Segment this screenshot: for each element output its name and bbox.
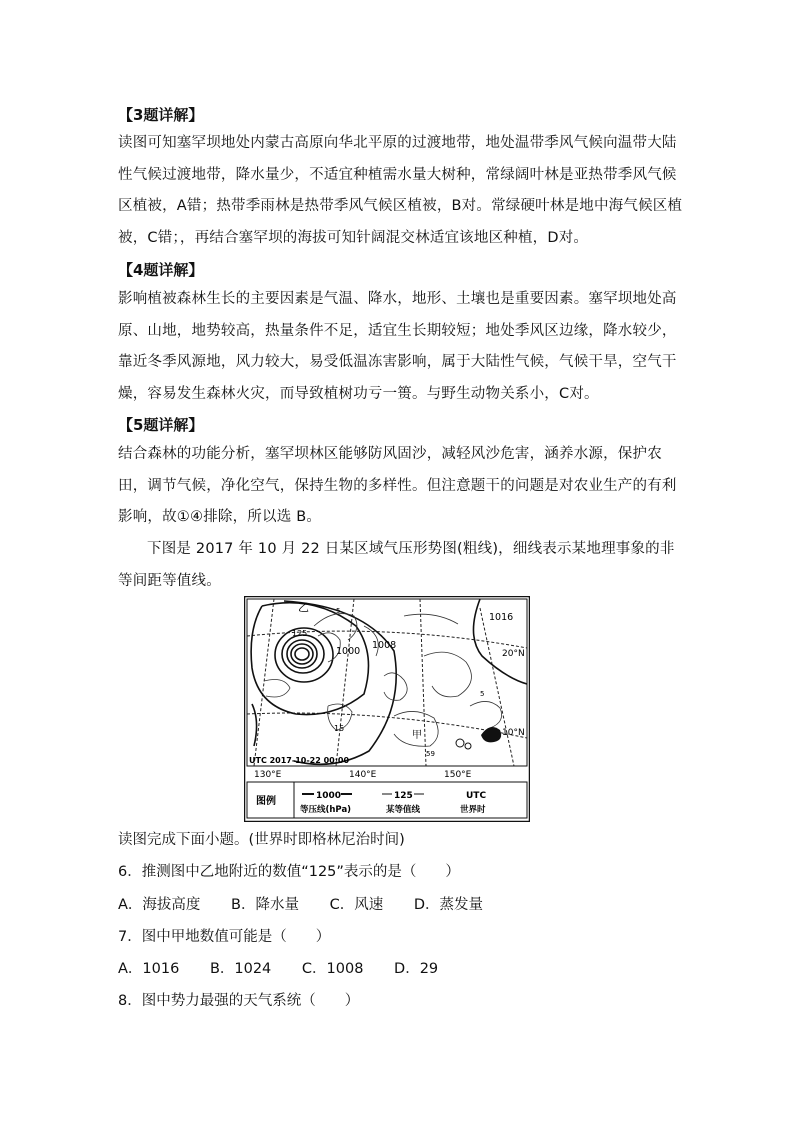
q4-heading: 【4题详解】: [118, 261, 204, 279]
contour-15-label: 15: [334, 724, 345, 733]
q5-explanation: 结合森林的功能分析，塞罕坝林区能够防风固沙，减轻风沙危害，涵养水源，保护农田，调节气候，净化空气，保持生物的多样性。但注意题干的问题是对农业生产的有利影响，故①④排除，所以选 B。: [118, 446, 677, 525]
legend-isobar-caption: 等压线(hPa): [300, 805, 352, 815]
utc-timestamp: UTC 2017-10-22 00:00: [249, 756, 350, 765]
q6-option-a[interactable]: A．海拔高度: [118, 897, 201, 913]
place-yi-label: 乙: [298, 601, 309, 614]
legend-contour-caption: 某等值线: [386, 805, 421, 815]
contour-125-label: 125: [292, 629, 308, 638]
q3-heading: 【3题详解】: [118, 106, 204, 124]
figure-instruction: 读图完成下面小题。(世界时即格林尼治时间): [118, 832, 405, 848]
q7-option-a[interactable]: A．1016: [118, 961, 180, 977]
figure-intro: 下图是 2017 年 10 月 22 日某区域气压形势图(粗线)，细线表示某地理事象的非等间距等值线。: [118, 541, 675, 589]
contour-5-label-a: 5: [336, 607, 341, 615]
lat-10n-label: 10°N: [502, 728, 525, 738]
q7-option-d[interactable]: D．29: [394, 961, 439, 977]
q4-explanation: 影响植被森林生长的主要因素是气温、降水，地形、土壤也是重要因素。塞罕坝地处高原、山地，地势较高，热量条件不足，适宜生长期较短；地处季风区边缘，降水较少，靠近冬季风源地，风力较大，易受低温冻害影响，属于大陆性气候，气候干旱，空气干燥，容易发生森林火灾，而导致植树功亏一篑。与野生动物关系小，C对。: [118, 291, 677, 402]
question-8-stem: 8．图中势力最强的天气系统（ ）: [118, 993, 360, 1009]
contour-5-label-b: 5: [480, 690, 485, 698]
pressure-map-figure: [244, 596, 530, 822]
contour-59-label: 59: [426, 750, 435, 758]
question-7-options: [118, 957, 464, 978]
isobar-1016-label: 1016: [489, 612, 514, 623]
q7-option-b[interactable]: B．1024: [209, 961, 272, 977]
q6-option-d[interactable]: D．蒸发量: [413, 897, 483, 913]
lat-20n-label: 20°N: [502, 649, 525, 659]
figure-frame: [245, 597, 530, 822]
legend-title: 图例: [256, 796, 276, 807]
isobar-1000-label: 1000: [336, 646, 361, 657]
pressure-map: [244, 596, 530, 822]
place-jia-label: 甲: [412, 730, 422, 741]
isobar-1008-label: 1008: [372, 640, 397, 651]
q6-option-b[interactable]: B．降水量: [231, 897, 299, 913]
question-6-stem: 6．推测图中乙地附近的数值“125”表示的是（ ）: [118, 864, 460, 880]
legend-isobar-sample: 1000: [316, 791, 342, 801]
legend-utc-caption: 世界时: [460, 805, 486, 815]
lon-150e-label: 150°E: [444, 770, 472, 780]
question-6-options: [118, 893, 509, 914]
legend-utc-label: UTC: [466, 791, 487, 801]
lon-130e-label: 130°E: [254, 770, 282, 780]
q3-explanation: 读图可知塞罕坝地处内蒙古高原向华北平原的过渡地带，地处温带季风气候向温带大陆性气候过渡地带，降水量少，不适宜种植需水量大树种，常绿阔叶林是亚热带季风气候区植被，A错；热带季雨林是热带季风气候区植被，B对。常绿硬叶林是地中海气候区植被，C错；，再结合塞罕坝的海拔可知针阔混交林适宜该地区种植，D对。: [118, 135, 683, 246]
q5-heading: 【5题详解】: [118, 416, 204, 434]
lon-140e-label: 140°E: [349, 770, 377, 780]
q6-option-c[interactable]: C．风速: [329, 897, 384, 913]
q7-option-c[interactable]: C．1008: [301, 961, 364, 977]
legend-contour-sample: 125: [394, 791, 413, 801]
question-7-stem: 7．图中甲地数值可能是（ ）: [118, 929, 331, 945]
